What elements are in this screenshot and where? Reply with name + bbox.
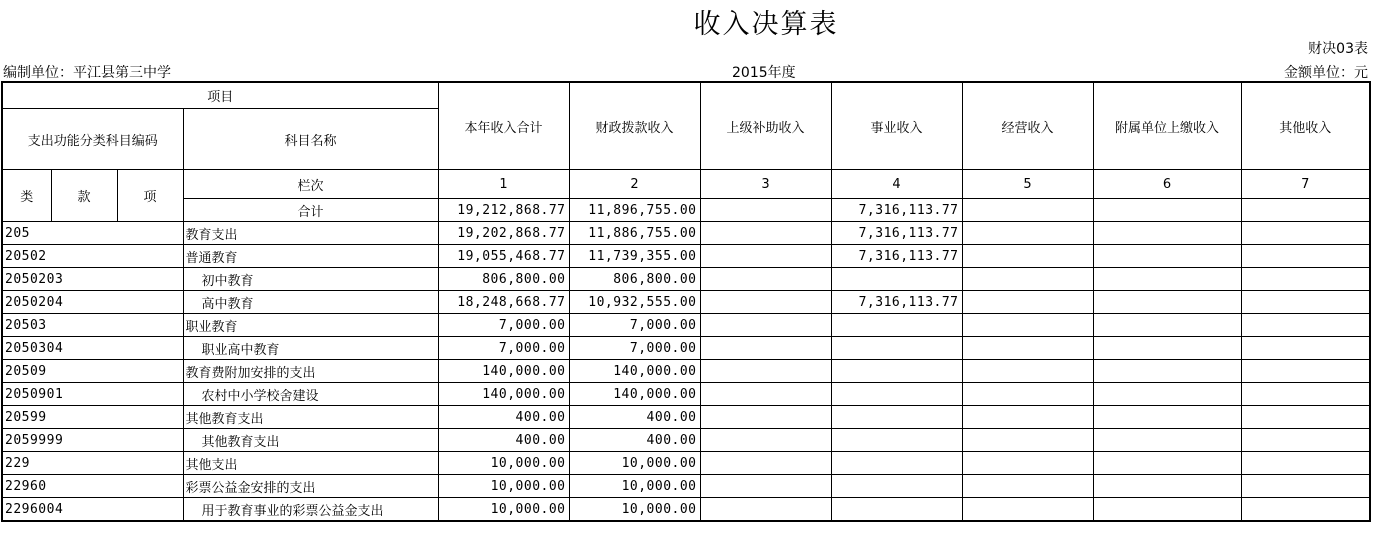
header-func-code: 支出功能分类科目编码 — [2, 109, 183, 170]
total-cell: 7,316,113.77 — [831, 199, 962, 222]
col-number-4: 4 — [831, 170, 962, 199]
amount-cell — [831, 452, 962, 475]
amount-cell — [700, 429, 831, 452]
header-row-lanci — [2, 170, 1370, 199]
amount-cell — [831, 498, 962, 522]
table-row — [2, 314, 1370, 337]
col-number-2: 2 — [569, 170, 700, 199]
amount-cell — [700, 268, 831, 291]
table-row — [2, 337, 1370, 360]
amount-cell — [700, 222, 831, 245]
amount-cell — [1093, 360, 1241, 383]
amount-cell: 10,000.00 — [569, 475, 700, 498]
amount-cell: 806,800.00 — [438, 268, 569, 291]
amount-cell — [700, 337, 831, 360]
amount-cell — [1093, 268, 1241, 291]
amount-cell — [700, 291, 831, 314]
amount-cell — [1093, 498, 1241, 522]
amount-cell: 400.00 — [438, 429, 569, 452]
table-row — [2, 222, 1370, 245]
header-col-superior: 上级补助收入 — [700, 82, 831, 170]
amount-cell — [700, 314, 831, 337]
amount-cell — [1093, 452, 1241, 475]
subject-name-cell: 用于教育事业的彩票公益金支出 — [183, 498, 438, 522]
total-cell — [1241, 199, 1370, 222]
total-cell: 19,212,868.77 — [438, 199, 569, 222]
amount-cell: 806,800.00 — [569, 268, 700, 291]
total-cell — [1093, 199, 1241, 222]
amount-cell — [831, 406, 962, 429]
header-kuan: 款 — [51, 170, 117, 222]
amount-cell — [700, 406, 831, 429]
amount-cell — [1093, 383, 1241, 406]
func-code-cell: 22960 — [2, 475, 183, 498]
header-col-other: 其他收入 — [1241, 82, 1370, 170]
func-code-cell: 20502 — [2, 245, 183, 268]
total-row — [2, 199, 1370, 222]
amount-cell: 140,000.00 — [438, 360, 569, 383]
func-code-cell: 20509 — [2, 360, 183, 383]
table-row — [2, 498, 1370, 522]
subject-name-cell: 职业高中教育 — [183, 337, 438, 360]
amount-cell: 7,316,113.77 — [831, 291, 962, 314]
amount-cell: 7,000.00 — [569, 314, 700, 337]
amount-cell — [1093, 406, 1241, 429]
subject-name-cell: 其他教育支出 — [183, 406, 438, 429]
amount-cell — [700, 475, 831, 498]
amount-cell: 19,055,468.77 — [438, 245, 569, 268]
header-project: 项目 — [2, 82, 438, 109]
amount-cell — [1241, 452, 1370, 475]
report-title: 收入决算表 — [693, 9, 839, 40]
report-year: 2015年度 — [732, 65, 796, 81]
amount-cell — [962, 452, 1093, 475]
func-code-cell: 20503 — [2, 314, 183, 337]
total-cell: 11,896,755.00 — [569, 199, 700, 222]
func-code-cell: 2050203 — [2, 268, 183, 291]
func-code-cell: 2050204 — [2, 291, 183, 314]
table-row — [2, 475, 1370, 498]
amount-cell — [1241, 475, 1370, 498]
table-row — [2, 268, 1370, 291]
subject-name-cell: 普通教育 — [183, 245, 438, 268]
subject-name-cell: 教育费附加安排的支出 — [183, 360, 438, 383]
subject-name-cell: 彩票公益金安排的支出 — [183, 475, 438, 498]
col-number-6: 6 — [1093, 170, 1241, 199]
amount-cell — [1241, 314, 1370, 337]
amount-cell — [700, 452, 831, 475]
func-code-cell: 2050304 — [2, 337, 183, 360]
amount-cell: 7,316,113.77 — [831, 245, 962, 268]
amount-cell — [1241, 222, 1370, 245]
header-lanci: 栏次 — [183, 170, 438, 199]
amount-cell — [962, 383, 1093, 406]
func-code-cell: 20599 — [2, 406, 183, 429]
amount-cell — [831, 360, 962, 383]
money-unit: 金额单位：元 — [1284, 65, 1368, 81]
amount-cell — [962, 314, 1093, 337]
amount-cell: 10,000.00 — [438, 498, 569, 522]
amount-cell — [700, 245, 831, 268]
amount-cell — [700, 360, 831, 383]
amount-cell — [831, 337, 962, 360]
subject-name-cell: 高中教育 — [183, 291, 438, 314]
amount-cell — [1241, 406, 1370, 429]
amount-cell — [831, 429, 962, 452]
amount-cell — [962, 222, 1093, 245]
header-col-affiliated: 附属单位上缴收入 — [1093, 82, 1241, 170]
col-number-7: 7 — [1241, 170, 1370, 199]
amount-cell: 7,000.00 — [438, 314, 569, 337]
amount-cell — [962, 498, 1093, 522]
table-row — [2, 429, 1370, 452]
table-row — [2, 360, 1370, 383]
amount-cell — [962, 360, 1093, 383]
report-meta — [0, 62, 1374, 82]
income-table — [1, 81, 1371, 522]
amount-cell: 400.00 — [438, 406, 569, 429]
amount-cell — [962, 406, 1093, 429]
amount-cell — [1093, 429, 1241, 452]
subject-name-cell: 教育支出 — [183, 222, 438, 245]
subject-name-cell: 职业教育 — [183, 314, 438, 337]
subject-name-cell: 初中教育 — [183, 268, 438, 291]
amount-cell: 400.00 — [569, 429, 700, 452]
amount-cell: 7,316,113.77 — [831, 222, 962, 245]
amount-cell: 10,000.00 — [438, 452, 569, 475]
amount-cell — [700, 498, 831, 522]
amount-cell: 11,886,755.00 — [569, 222, 700, 245]
header-col-total: 本年收入合计 — [438, 82, 569, 170]
func-code-cell: 2050901 — [2, 383, 183, 406]
amount-cell: 140,000.00 — [569, 360, 700, 383]
header-col-fiscal: 财政拨款收入 — [569, 82, 700, 170]
amount-cell — [1241, 360, 1370, 383]
compiling-unit: 编制单位：平江县第三中学 — [3, 65, 171, 81]
subject-name-cell: 农村中小学校舍建设 — [183, 383, 438, 406]
subject-name-cell: 其他支出 — [183, 452, 438, 475]
col-number-5: 5 — [962, 170, 1093, 199]
amount-cell — [1241, 337, 1370, 360]
amount-cell — [1093, 291, 1241, 314]
form-number: 财决03表 — [1308, 41, 1368, 57]
amount-cell — [1093, 314, 1241, 337]
amount-cell — [962, 429, 1093, 452]
table-row — [2, 452, 1370, 475]
amount-cell — [1241, 291, 1370, 314]
table-row — [2, 406, 1370, 429]
amount-cell — [831, 475, 962, 498]
amount-cell — [962, 475, 1093, 498]
amount-cell — [1241, 429, 1370, 452]
amount-cell: 140,000.00 — [569, 383, 700, 406]
col-number-3: 3 — [700, 170, 831, 199]
total-label: 合计 — [183, 199, 438, 222]
table-row — [2, 383, 1370, 406]
amount-cell: 18,248,668.77 — [438, 291, 569, 314]
subject-name-cell: 其他教育支出 — [183, 429, 438, 452]
amount-cell — [831, 268, 962, 291]
table-row — [2, 291, 1370, 314]
amount-cell — [1241, 245, 1370, 268]
amount-cell: 19,202,868.77 — [438, 222, 569, 245]
amount-cell — [831, 314, 962, 337]
table-body — [2, 82, 1370, 521]
amount-cell: 10,000.00 — [438, 475, 569, 498]
total-cell — [962, 199, 1093, 222]
total-cell — [700, 199, 831, 222]
amount-cell: 11,739,355.00 — [569, 245, 700, 268]
func-code-cell: 2059999 — [2, 429, 183, 452]
amount-cell: 10,000.00 — [569, 452, 700, 475]
table-row — [2, 245, 1370, 268]
amount-cell — [1093, 475, 1241, 498]
header-col-business: 事业收入 — [831, 82, 962, 170]
amount-cell: 7,000.00 — [569, 337, 700, 360]
header-xiang: 项 — [117, 170, 183, 222]
amount-cell: 400.00 — [569, 406, 700, 429]
amount-cell — [831, 383, 962, 406]
func-code-cell: 205 — [2, 222, 183, 245]
amount-cell — [962, 337, 1093, 360]
header-subject-name: 科目名称 — [183, 109, 438, 170]
amount-cell: 10,932,555.00 — [569, 291, 700, 314]
amount-cell — [1241, 498, 1370, 522]
func-code-cell: 229 — [2, 452, 183, 475]
amount-cell — [700, 383, 831, 406]
amount-cell — [962, 268, 1093, 291]
amount-cell — [962, 291, 1093, 314]
amount-cell: 7,000.00 — [438, 337, 569, 360]
amount-cell — [1093, 245, 1241, 268]
amount-cell: 140,000.00 — [438, 383, 569, 406]
header-col-operating: 经营收入 — [962, 82, 1093, 170]
amount-cell — [1093, 222, 1241, 245]
col-number-1: 1 — [438, 170, 569, 199]
amount-cell: 10,000.00 — [569, 498, 700, 522]
amount-cell — [1241, 383, 1370, 406]
header-row-project — [2, 82, 1370, 109]
header-lei: 类 — [2, 170, 51, 222]
func-code-cell: 2296004 — [2, 498, 183, 522]
amount-cell — [1241, 268, 1370, 291]
amount-cell — [962, 245, 1093, 268]
amount-cell — [1093, 337, 1241, 360]
